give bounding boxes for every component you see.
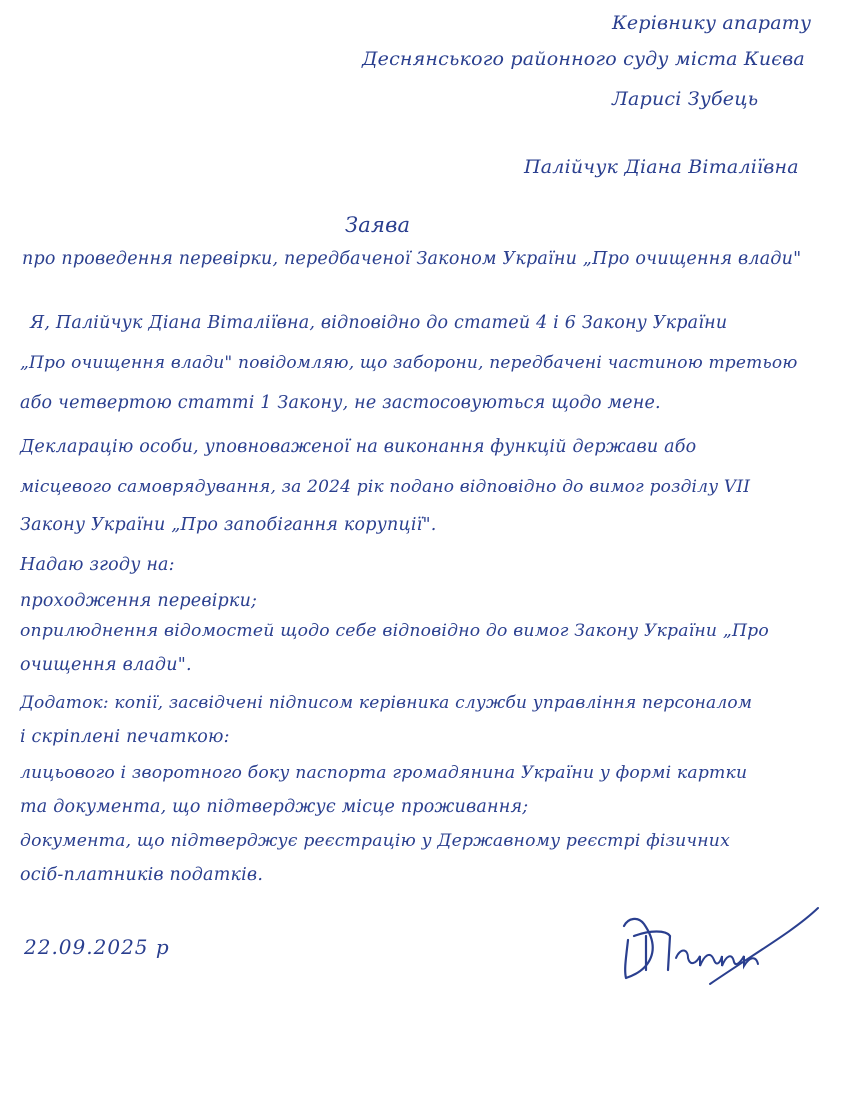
document-date: 22.09.2025 р	[24, 935, 170, 959]
paragraph2-line-1: Декларацію особи, уповноваженої на виконання функцій держави або	[20, 437, 697, 457]
addressee-line-1: Керівнику апарату	[612, 12, 812, 34]
handwritten-signature	[610, 900, 830, 990]
attachment-line-5: документа, що підтверджує реєстрацію у Державному реєстрі фізичних	[20, 831, 730, 851]
document-subtitle: про проведення перевірки, передбаченої Законом України „Про очищення влади"	[22, 249, 802, 269]
attachment-line-4: та документа, що підтверджує місце проживання;	[20, 797, 529, 817]
attachment-line-1: Додаток: копії, засвідчені підписом керівника служби управління персоналом	[20, 693, 753, 713]
paragraph2-line-3: Закону України „Про запобігання корупції".	[20, 515, 437, 535]
paragraph1-line-2: „Про очищення влади" повідомляю, що заборони, передбачені частиною третьою	[20, 353, 798, 373]
consent-item-2: оприлюднення відомостей щодо себе відповідно до вимог Закону України „Про	[20, 621, 769, 641]
consent-item-1: проходження перевірки;	[20, 591, 258, 611]
addressee-line-3: Ларисі Зубець	[612, 88, 759, 110]
paragraph2-line-2: місцевого самоврядування, за 2024 рік подано відповідно до вимог розділу VII	[20, 477, 751, 497]
addressee-line-2: Деснянського районного суду міста Києва	[362, 48, 805, 70]
attachment-line-6: осіб-платників податків.	[20, 865, 264, 885]
consent-heading: Надаю згоду на:	[20, 555, 175, 575]
paragraph1-line-1: Я, Палійчук Діана Віталіївна, відповідно до статей 4 і 6 Закону України	[30, 313, 728, 333]
document-title: Заява	[345, 213, 411, 237]
applicant-name: Палійчук Діана Віталіївна	[524, 156, 799, 178]
attachment-line-2: і скріплені печаткою:	[20, 727, 230, 747]
attachment-line-3: лицьового і зворотного боку паспорта громадянина України у формі картки	[20, 763, 748, 783]
paragraph1-line-3: або четвертою статті 1 Закону, не застосовуються щодо мене.	[20, 393, 661, 413]
consent-item-3: очищення влади".	[20, 655, 192, 675]
